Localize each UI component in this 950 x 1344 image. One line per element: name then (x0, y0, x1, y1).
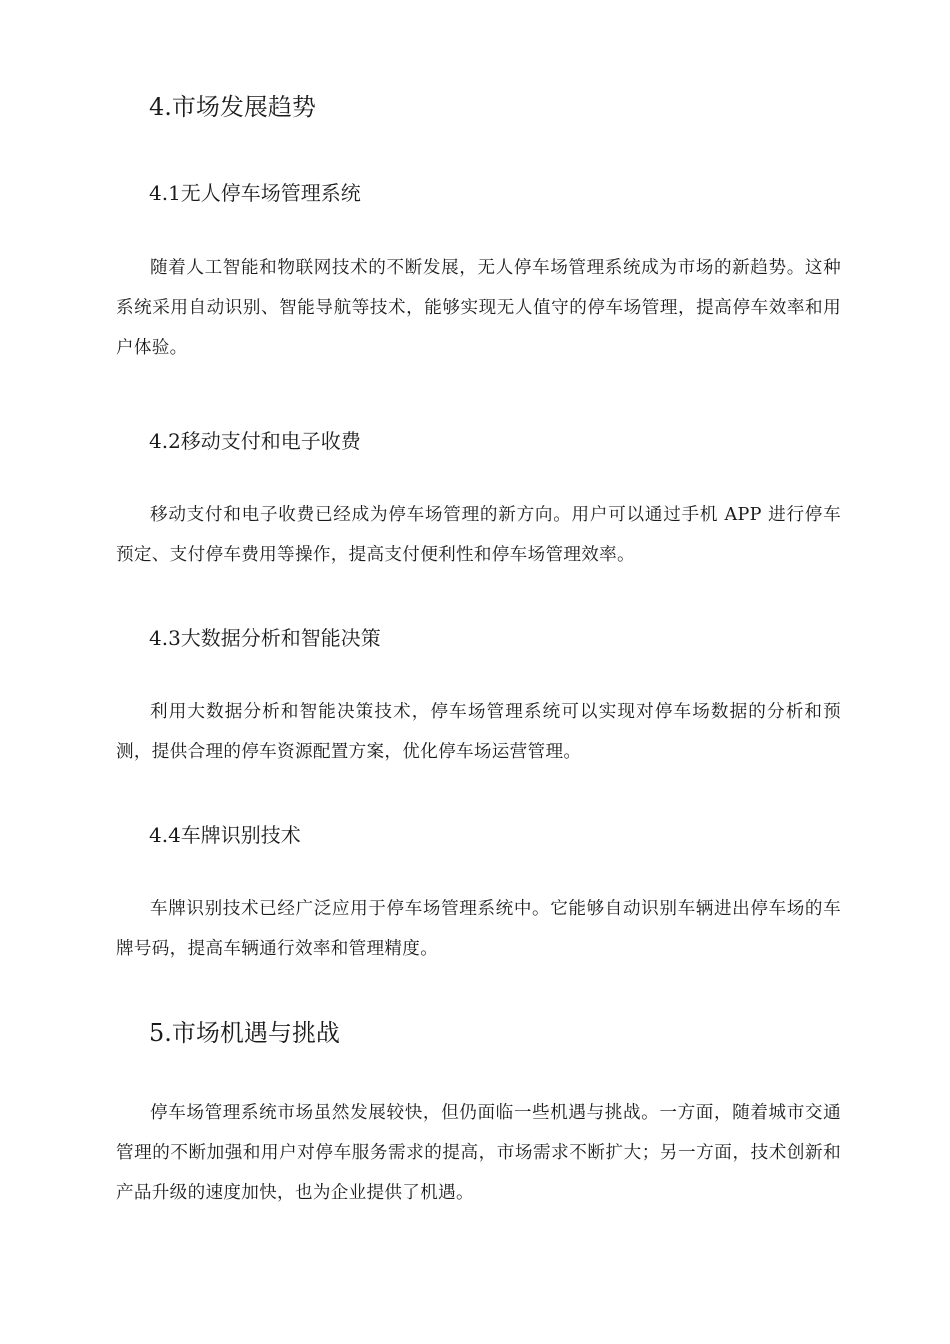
paragraph-5: 停车场管理系统市场虽然发展较快，但仍面临一些机遇与挑战。一方面，随着城市交通管理的不断加强和用户对停车服务需求的提高，市场需求不断扩大；另一方面，技术创新和产品升级的速度加快，也为企业提供了机遇。 (116, 1103, 841, 1203)
section-heading-5: 5.市场机遇与挑战 (149, 1019, 340, 1047)
subsection-heading-4-4: 4.4车牌识别技术 (149, 823, 301, 847)
paragraph-4-2: 移动支付和电子收费已经成为停车场管理的新方向。用户可以通过手机 APP 进行停车预定、支付停车费用等操作，提高支付便利性和停车场管理效率。 (116, 505, 841, 565)
subsection-heading-4-2: 4.2移动支付和电子收费 (149, 429, 361, 453)
paragraph-4-4: 车牌识别技术已经广泛应用于停车场管理系统中。它能够自动识别车辆进出停车场的车牌号码，提高车辆通行效率和管理精度。 (116, 899, 841, 959)
paragraph-4-1: 随着人工智能和物联网技术的不断发展，无人停车场管理系统成为市场的新趋势。这种系统采用自动识别、智能导航等技术，能够实现无人值守的停车场管理，提高停车效率和用户体验。 (116, 258, 841, 358)
subsection-heading-4-3: 4.3大数据分析和智能决策 (149, 626, 381, 650)
section-heading-4: 4.市场发展趋势 (149, 93, 316, 121)
subsection-heading-4-1: 4.1无人停车场管理系统 (149, 181, 361, 205)
paragraph-4-3: 利用大数据分析和智能决策技术，停车场管理系统可以实现对停车场数据的分析和预测，提供合理的停车资源配置方案，优化停车场运营管理。 (116, 702, 841, 762)
